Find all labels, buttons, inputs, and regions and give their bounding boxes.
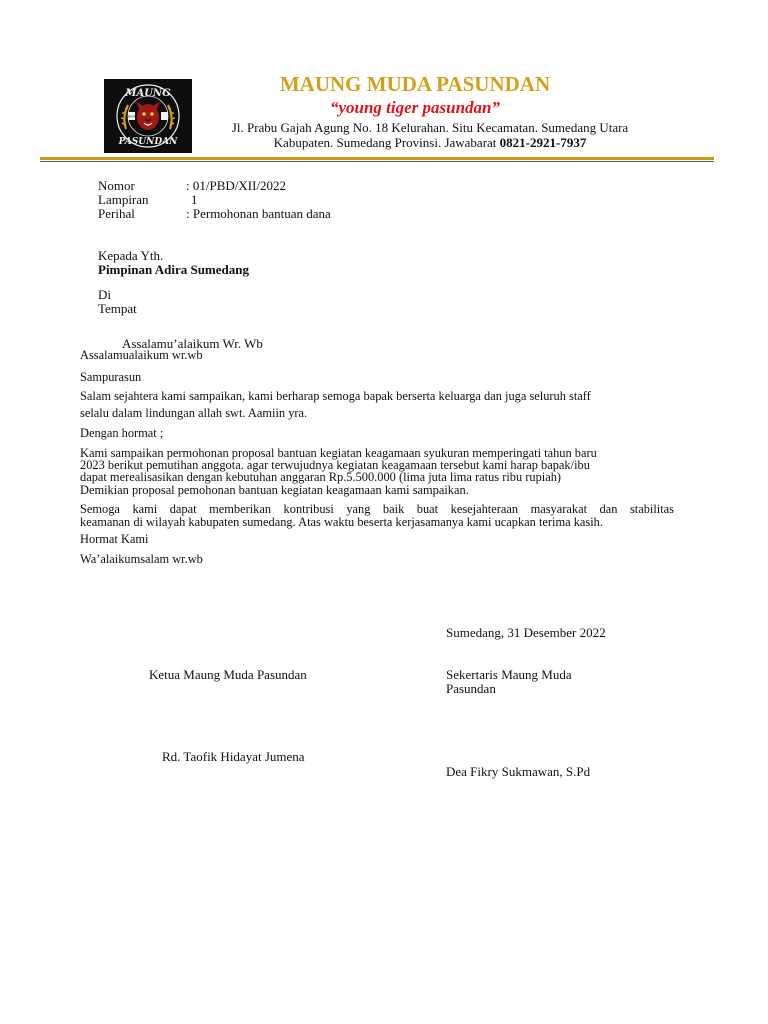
opening-line: Dengan hormat ;	[80, 426, 164, 440]
recipient-place: Tempat	[98, 301, 137, 316]
greeting-assalamualaikum: Assalamualaikum wr.wb	[80, 348, 203, 362]
signature-right-title-line-1: Sekertaris Maung Muda	[446, 667, 572, 682]
perihal-value: : Permohonan bantuan dana	[186, 206, 331, 221]
greeting-sampurasun: Sampurasun	[80, 370, 142, 384]
closing-hormat-kami: Hormat Kami	[80, 532, 149, 546]
nomor-value: : 01/PBD/XII/2022	[186, 178, 287, 193]
lampiran-value: 1	[191, 192, 198, 207]
logo-text-top: MAUNG	[125, 88, 171, 99]
letterhead-rule-thin	[40, 161, 714, 162]
paragraph-3-line-1: Semoga kami dapat memberikan kontribusi yang baik buat kesejahteraan masyarakat dan stabilitas	[80, 502, 674, 516]
paragraph-1-line-2: selalu dalam lindungan allah swt. Aamiin yra.	[80, 406, 308, 420]
organization-logo	[104, 79, 192, 153]
logo-ribbon-text: MUDA	[126, 114, 136, 119]
recipient-to: Kepada Yth.	[98, 248, 164, 263]
paragraph-2-line-3: dapat merealisasikan dengan kebutuhan anggaran Rp.5.500.000 (lima juta lima ratus ribu rupiah)	[80, 470, 562, 484]
recipient-di: Di	[98, 287, 111, 302]
nomor-label: Nomor	[98, 178, 135, 193]
recipient-name: Pimpinan Adira Sumedang	[98, 262, 249, 277]
organization-name: MAUNG MUDA PASUNDAN	[279, 72, 551, 96]
paragraph-2-line-2: 2023 berikut pemutihan anggota. agar terwujudnya kegiatan keagamaan tersebut kami harap bapak/ibu	[80, 458, 590, 472]
salutation: Assalamu’alaikum Wr. Wb	[122, 336, 263, 351]
lampiran-label: Lampiran	[98, 192, 149, 207]
paragraph-2-line-4: Demikian proposal pemohonan bantuan kegiatan keagamaan kami sampaikan.	[80, 483, 469, 497]
perihal-label: Perihal	[98, 206, 135, 221]
organization-motto: “young tiger pasundan”	[329, 98, 501, 117]
letterhead-rule	[40, 157, 714, 160]
signature-left-title: Ketua Maung Muda Pasundan	[149, 667, 307, 682]
paragraph-2-line-1: Kami sampaikan permohonan proposal bantuan kegiatan keagamaan syukuran memperingati tahun baru	[80, 446, 597, 460]
logo-text-bottom: PASUNDAN	[118, 137, 178, 147]
address-line-1: Jl. Prabu Gajah Agung No. 18 Kelurahan. Situ Kecamatan. Sumedang Utara	[231, 120, 629, 135]
signature-right-title-line-2: Pasundan	[446, 681, 496, 696]
closing-salam: Wa’alaikumsalam wr.wb	[80, 552, 203, 566]
place-date: Sumedang, 31 Desember 2022	[446, 625, 606, 640]
tiger-emblem-icon	[104, 79, 192, 153]
address-line-2	[196, 135, 664, 151]
paragraph-3-line-2: keamanan di wilayah kabupaten sumedang. Atas waktu beserta kerjasamanya kami ucapkan terima kasih.	[80, 515, 603, 529]
signature-right-name: Dea Fikry Sukmawan, S.Pd	[446, 764, 591, 779]
phone-number: 0821-2921-7937	[499, 135, 587, 150]
paragraph-1-line-1: Salam sejahtera kami sampaikan, kami berharap semoga bapak berserta keluarga dan juga seluruh staff	[80, 389, 591, 403]
signature-left-name: Rd. Taofik Hidayat Jumena	[162, 749, 305, 764]
address-region: Kabupaten. Sumedang Provinsi. Jawabarat	[273, 135, 497, 150]
